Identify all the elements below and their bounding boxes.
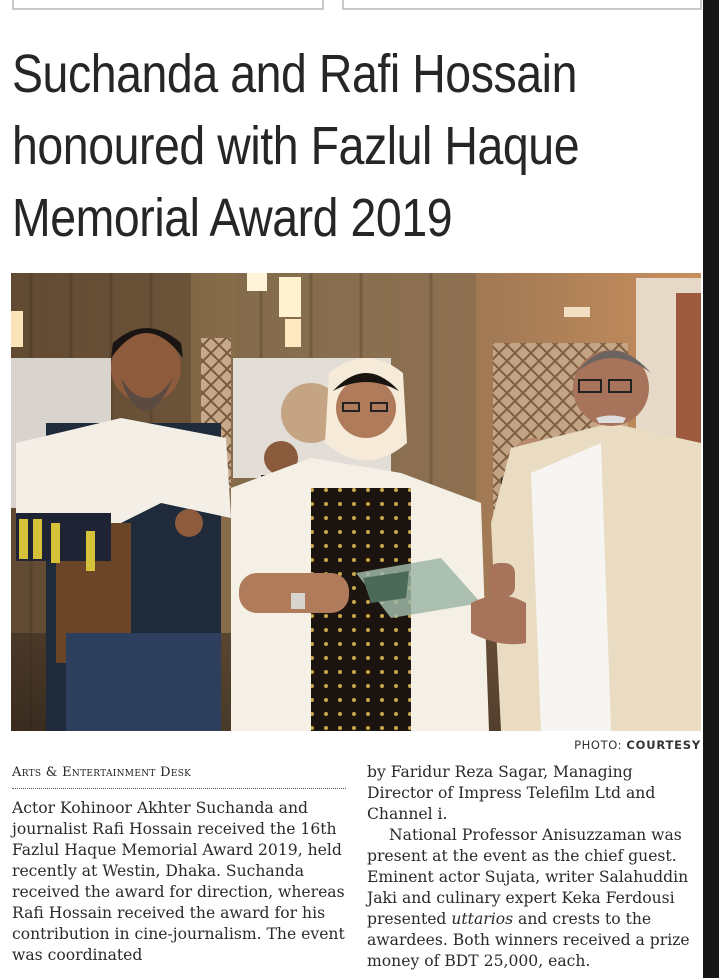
photo-credit xyxy=(574,738,701,752)
article-paragraph-1: Actor Kohinoor Akhter Suchanda and journalist Rafi Hossain received the 16th Fazlul Haque Memorial Award 2019, held recently at Westin, Dhaka. Suchanda received the award for direction, whereas Rafi Hossain received the award for his contribution in cine-journalism. The event was coordinated xyxy=(12,799,345,964)
article-column-left xyxy=(12,798,357,966)
article-paragraph-2 xyxy=(367,825,702,972)
article-paragraph-2-end: and crests to the awardees. Both winners received a prize money of BDT 25,000, each. xyxy=(367,910,690,970)
headline xyxy=(12,38,597,254)
headline-line-2: honoured with Fazlul Haque xyxy=(12,116,580,176)
article-paragraph-2-start: National Professor Anisuzzaman was present at the event as the chief guest. Eminent actor Sujata, writer Salahuddin Jaki and culinary expert Keka Ferdousi presented xyxy=(367,826,689,928)
desk-byline: Arts & Entertainment Desk xyxy=(12,765,346,789)
page-edge-strip xyxy=(703,0,719,978)
photo-credit-value: COURTESY xyxy=(626,738,701,752)
photo-credit-label: PHOTO: xyxy=(574,738,623,752)
top-border-box-left xyxy=(12,0,324,10)
headline-line-3: Memorial Award 2019 xyxy=(12,188,453,248)
top-border-box-right xyxy=(342,0,702,10)
article-paragraph-1-continued: by Faridur Reza Sagar, Managing Director of Impress Telefilm Ltd and Channel i. xyxy=(367,763,656,823)
article-column-right xyxy=(367,762,702,972)
article-paragraph-2-italic: uttarios xyxy=(451,910,514,928)
headline-line-1: Suchanda and Rafi Hossain xyxy=(12,44,577,104)
award-ceremony-photo xyxy=(11,273,701,731)
